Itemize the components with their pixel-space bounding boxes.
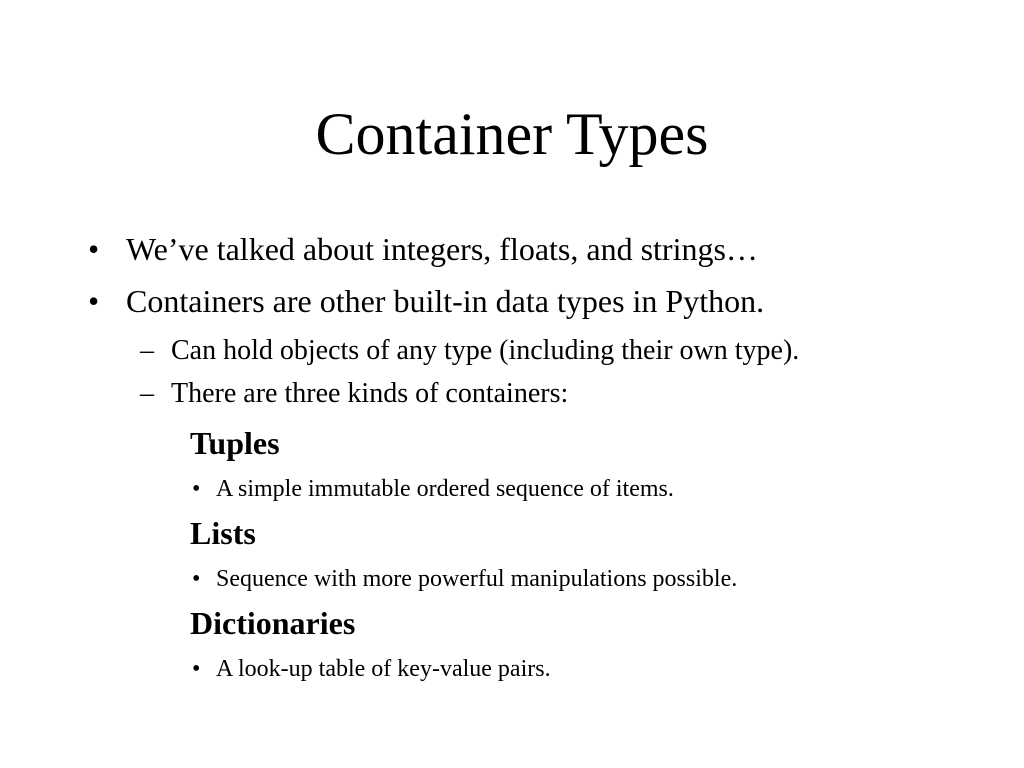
container-description-dictionaries: A look-up table of key-value pairs. [216,656,551,682]
bullet-containers-built-in: Containers are other built-in data types in Python. [126,283,765,319]
container-heading-tuples: Tuples [190,425,280,461]
subbullet-three-kinds: There are three kinds of containers: [171,378,569,409]
subbullet-hold-objects: Can hold objects of any type (including their own type). [171,335,800,366]
bullet-integers-floats-strings: We’ve talked about integers, floats, and strings… [126,231,758,267]
bullet-marker: • [192,566,201,592]
bullet-marker: • [88,283,100,319]
container-heading-lists: Lists [190,515,256,551]
container-description-lists: Sequence with more powerful manipulations possible. [216,566,738,592]
bullet-marker: • [88,231,100,267]
container-heading-dictionaries: Dictionaries [190,605,356,641]
slide-title: Container Types [315,101,709,167]
dash-marker: – [140,378,154,409]
dash-marker: – [140,335,154,366]
container-description-tuples: A simple immutable ordered sequence of items. [216,476,674,502]
bullet-marker: • [192,476,201,502]
bullet-marker: • [192,656,201,682]
